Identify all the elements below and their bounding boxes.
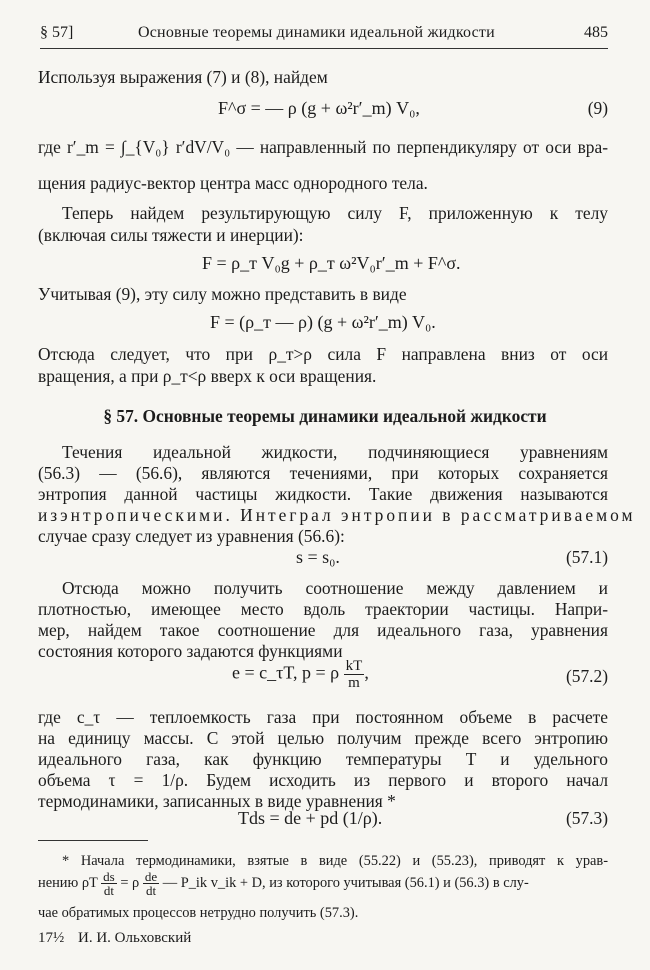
footnote-line: * Начала термодинамики, взятые в виде (55.22) и (55.23), приводят к урав- bbox=[62, 853, 608, 869]
fraction-denominator: dt bbox=[103, 883, 115, 898]
footnote-text: нению ρT bbox=[38, 874, 98, 891]
equation-9: F^σ = — ρ (g + ω²r′_m) V₀, bbox=[218, 98, 420, 118]
fraction bbox=[344, 658, 365, 691]
text-line: мер, найдем такое соотношение для идеального газа, уравнения bbox=[38, 620, 608, 640]
fraction-numerator: kT bbox=[345, 658, 363, 674]
text-line: Теперь найдем результирующую силу F, приложенную к телу bbox=[62, 203, 608, 223]
text-line: идеального газа, как функцию температуры T и удельного bbox=[38, 749, 608, 769]
signature-footer bbox=[38, 930, 201, 947]
text-line: Отсюда следует, что при ρ_т>ρ сила F направлена вниз от оси bbox=[38, 344, 608, 364]
equation-number: (57.2) bbox=[565, 666, 608, 686]
page-number: 485 bbox=[584, 24, 608, 41]
fraction bbox=[143, 870, 159, 897]
footnote-text: = ρ bbox=[120, 874, 140, 891]
equation-force-1: F = ρ_т V₀g + ρ_т ω²V₀r′_m + F^σ. bbox=[202, 253, 461, 273]
equation-number: (9) bbox=[587, 98, 608, 118]
equation-57-1: s = s₀. bbox=[296, 547, 340, 567]
text-line: на единицу массы. С этой целью получим прежде всего энтропию bbox=[38, 728, 608, 748]
author-name: И. И. Ольховский bbox=[78, 930, 192, 946]
footnote-text: — P_ik v_ik + D, из которого учитывая (56.1) и (56.3) в слу- bbox=[162, 874, 529, 891]
running-header bbox=[40, 22, 608, 48]
text-line: где r′_m = ∫_{V₀} r′dV/V₀ — направленный по перпендикуляру от оси вра- bbox=[38, 137, 608, 157]
text-line: энтропия данной частицы жидкости. Такие движения называются bbox=[38, 484, 608, 504]
text-line: термодинамики, записанных в виде уравнения * bbox=[38, 791, 396, 811]
sheet-number: 17½ bbox=[38, 930, 65, 946]
header-section: § 57] bbox=[40, 24, 74, 41]
text-line: Отсюда можно получить соотношение между давлением и bbox=[62, 578, 608, 598]
text-line: где c_τ — теплоемкость газа при постоянном объеме в расчете bbox=[38, 707, 608, 727]
header-title: Основные теоремы динамики идеальной жидкости bbox=[138, 24, 495, 41]
fraction bbox=[101, 870, 117, 897]
text-line: Используя выражения (7) и (8), найдем bbox=[38, 67, 328, 87]
text-line: случае сразу следует из уравнения (56.6): bbox=[38, 526, 345, 546]
equation-number: (57.1) bbox=[565, 547, 608, 567]
fraction-numerator: de bbox=[144, 869, 158, 884]
fraction-denominator: m bbox=[348, 675, 360, 691]
footnote-line: чае обратимых процессов нетрудно получить (57.3). bbox=[38, 905, 359, 921]
fraction-denominator: dt bbox=[145, 883, 157, 898]
footnote-rule bbox=[38, 840, 148, 841]
text-line: Учитывая (9), эту силу можно представить в виде bbox=[38, 284, 407, 304]
text-line: (включая силы тяжести и инерции): bbox=[38, 225, 304, 245]
text-line: (56.3) — (56.6), являются течениями, при которых сохраняется bbox=[38, 463, 608, 483]
text-line: состояния которого задаются функциями bbox=[38, 641, 343, 661]
text-line: изэнтропическими. Интеграл энтропии в рассматриваемом bbox=[38, 505, 636, 525]
header-rule bbox=[40, 48, 608, 49]
equation-57-2: e = c_τT, p = ρ $\frac{kT}{m}$ , bbox=[232, 658, 369, 691]
text-line: плотностью, имеющее место вдоль траектории частицы. Напри- bbox=[38, 599, 608, 619]
equation-text: e = c_τT, p = ρ bbox=[232, 662, 340, 683]
equation-force-2: F = (ρ_т — ρ) (g + ω²r′_m) V₀. bbox=[210, 312, 436, 332]
footnote-line bbox=[38, 870, 608, 897]
section-heading: § 57. Основные теоремы динамики идеальной жидкости bbox=[103, 406, 547, 426]
equation-57-3: Tds = de + pd (1/ρ). bbox=[238, 808, 383, 828]
text-line: объема τ = 1/ρ. Будем исходить из первого и второго начал bbox=[38, 770, 608, 790]
text-line: вращения, а при ρ_т<ρ вверх к оси вращения. bbox=[38, 366, 377, 386]
text-line: щения радиус-вектор центра масс однородного тела. bbox=[38, 173, 428, 193]
fraction-numerator: ds bbox=[103, 869, 115, 884]
equation-number: (57.3) bbox=[565, 808, 608, 828]
text-line: Течения идеальной жидкости, подчиняющиеся уравнениям bbox=[62, 442, 608, 462]
